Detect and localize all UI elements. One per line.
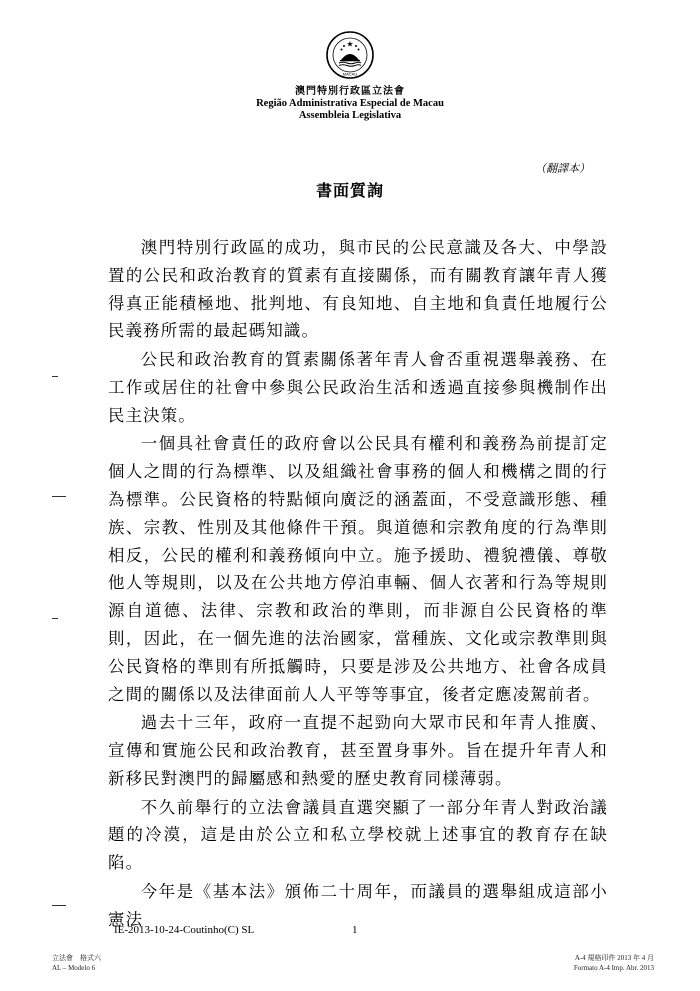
paragraph: 公民和政治教育的質素關係著年青人會否重視選舉義務、在工作或居住的社會中參與公民政治生活和透過直接參與機制作出民主決策。 (108, 350, 608, 425)
translation-note: （翻譯本） (535, 162, 590, 175)
form-code-left-line2: AL – Modelo 6 (52, 964, 96, 972)
paragraph: 不久前舉行的立法會議員直選突顯了一部分年青人對政治議題的冷漠，這是由於公立和私立學校就上述事宜的教育存在缺陷。 (108, 797, 608, 873)
document-body (108, 234, 608, 933)
document-reference: IE-2013-10-24-Coutinho(C) SL (114, 924, 255, 936)
page-number: 1 (352, 924, 358, 936)
assembly-name-pt: Assembleia Legislativa (298, 110, 402, 121)
form-code-left (52, 953, 101, 973)
form-code-right-line1: A-4 規格印件 2013 年 4 月 (574, 954, 654, 962)
margin-mark (52, 496, 66, 497)
form-code-right (574, 953, 654, 973)
org-name-pt: Região Administrativa Especial de Macau (256, 98, 444, 109)
org-name-zh: 澳門特別行政區立法會 (295, 86, 405, 97)
paragraph: 一個具社會責任的政府會以公民具有權利和義務為前提訂定個人之間的行為標準、以及組織社會事務的個人和機構之間的行為標準。公民資格的特點傾向廣泛的涵蓋面，不受意識形態、種族、宗教、性別及其他條件干預。與道德和宗教角度的行為準則相反，公民的權利和義務傾向中立。施予援助、禮貌禮儀、尊敬他人等規則，以及在公共地方停泊車輛、個人衣著和行為等規則源自道德、法律、宗教和政治的準則，而非源自公民資格的準則，因此，在一個先進的法治國家，當種族、文化或宗教準則與公民資格的準則有所抵觸時，只要是涉及公共地方、社會各成員之間的關係以及法律面前人人平等等事宜，後者定應凌駕前者。 (108, 434, 608, 704)
margin-mark (52, 376, 58, 377)
page-title: 書面質詢 (315, 181, 384, 200)
paragraph: 澳門特別行政區的成功，與市民的公民意識及各大、中學設置的公民和政治教育的質素有直接關係，而有關教育讓年青人獲得真正能積極地、批判地、有良知地、自主地和負責任地履行公民義務所需的最起碼知識。 (108, 238, 608, 341)
margin-mark (52, 618, 58, 619)
document-header (0, 86, 700, 122)
form-code-right-line2: Formato A-4 Imp. Abr. 2013 (573, 964, 654, 972)
margin-mark (52, 905, 66, 906)
paragraph: 過去十三年，政府一直提不起勁向大眾市民和年青人推廣、宣傳和實施公民和政治教育，甚至置身事外。旨在提升年青人和新移民對澳門的歸屬感和熱愛的歷史教育同樣薄弱。 (108, 713, 608, 788)
emblem-text: MACAU (342, 71, 358, 77)
form-code-left-line1: 立法會 格式六 (52, 954, 101, 962)
paragraph: 今年是《基本法》頒佈二十周年，而議員的選舉組成這部小憲法 (108, 881, 608, 929)
macau-emblem-logo (325, 30, 375, 80)
